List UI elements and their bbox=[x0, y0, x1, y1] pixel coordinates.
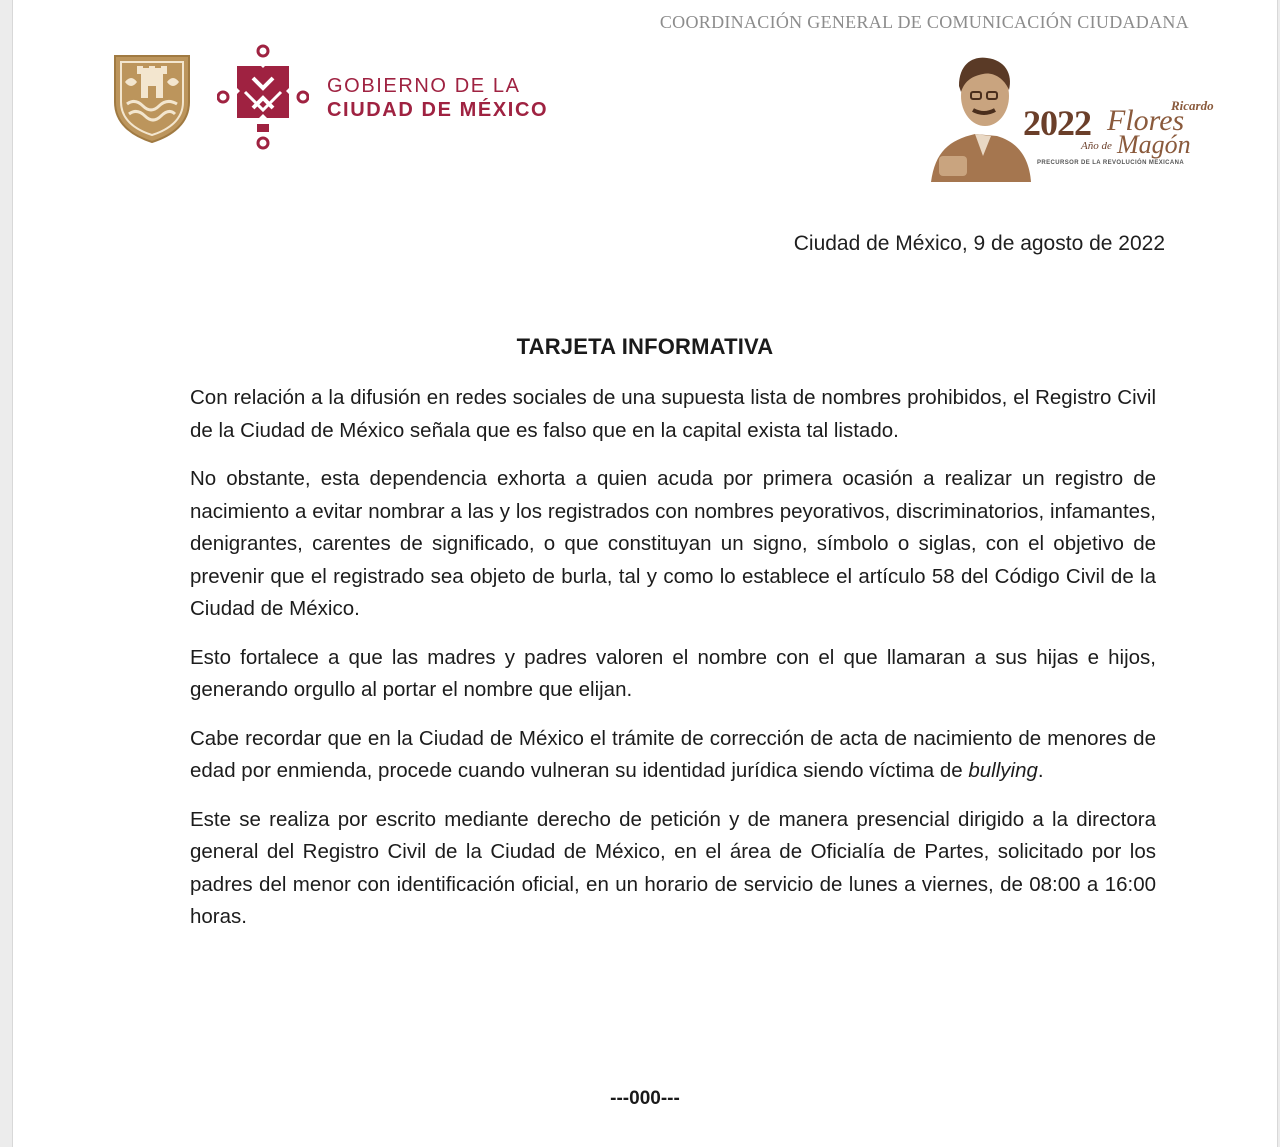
gobierno-cdmx-logo-icon bbox=[217, 44, 309, 150]
paragraph-1: Con relación a la difusión en redes sociales de una supuesta lista de nombres prohibidos, el Registro Civil de la Ciudad de México señala que es falso que en la capital exista tal listado. bbox=[190, 386, 1156, 442]
government-line-2: CIUDAD DE MÉXICO bbox=[327, 99, 549, 121]
document-title: TARJETA INFORMATIVA bbox=[516, 334, 774, 359]
document-date: Ciudad de México, 9 de agosto de 2022 bbox=[793, 232, 1165, 255]
government-line-1: GOBIERNO DE LA bbox=[327, 75, 521, 97]
commemorative-subtitle: PRECURSOR DE LA REVOLUCIÓN MEXICANA bbox=[1037, 160, 1185, 166]
ricardo-flores-magon-portrait-icon bbox=[931, 56, 1031, 182]
paragraph-5: Este se realiza por escrito mediante derecho de petición y de manera presencial dirigido a la directora general del Registro Civil de la Ciudad de México, en el área de Oficialía de Partes, solicitado por los padres del menor con identificación oficial, en un horario de servicio de lunes a viernes, de 08:00 a 16:00 horas. bbox=[190, 807, 1156, 928]
paragraph-2: No obstante, esta dependencia exhorta a quien acuda por primera ocasión a realizar un registro de nacimiento a evitar nombrar a las y los registrados con nombres peyorativos, discriminatorios, infamantes, denigrantes, carentes de significado, o que constituyan un signo, símbolo o siglas, con el objetivo de prevenir que el registrado sea objeto de burla, tal y como lo establece el artículo 58 del Código Civil de la Ciudad de México. bbox=[190, 467, 1156, 620]
paragraph-4 bbox=[190, 723, 1156, 788]
commemorative-name-magon: Magón bbox=[1117, 130, 1191, 159]
commemorative-name-ricardo: Ricardo bbox=[1171, 98, 1214, 113]
government-name bbox=[327, 74, 548, 122]
commemorative-logo bbox=[931, 56, 1214, 182]
paragraph-4-text: Cabe recordar que en la Ciudad de México el trámite de corrección de acta de nacimiento de menores de edad por enmienda, procede cuando vulneran su identidad jurídica siendo víctima de bbox=[190, 726, 1156, 782]
paragraph-4-italic: bullying bbox=[968, 759, 1038, 782]
coordination-header: COORDINACIÓN GENERAL DE COMUNICACIÓN CIUDADANA bbox=[659, 12, 1189, 32]
paragraph-3: Esto fortalece a que las madres y padres valoren el nombre con el que llamaran a sus hijas e hijos, generando orgullo al portar el nombre que elijan. bbox=[190, 645, 1156, 701]
document-body bbox=[190, 382, 1156, 950]
coat-of-arms-icon bbox=[111, 52, 193, 144]
closing-mark: ---000--- bbox=[610, 1088, 680, 1109]
paragraph-4-end: . bbox=[1037, 759, 1044, 782]
commemorative-name-flores: Flores bbox=[1107, 104, 1185, 137]
commemorative-year: 2022 bbox=[1023, 103, 1091, 143]
document-page bbox=[12, 0, 1278, 1147]
commemorative-anio-de: Año de bbox=[1081, 140, 1112, 152]
